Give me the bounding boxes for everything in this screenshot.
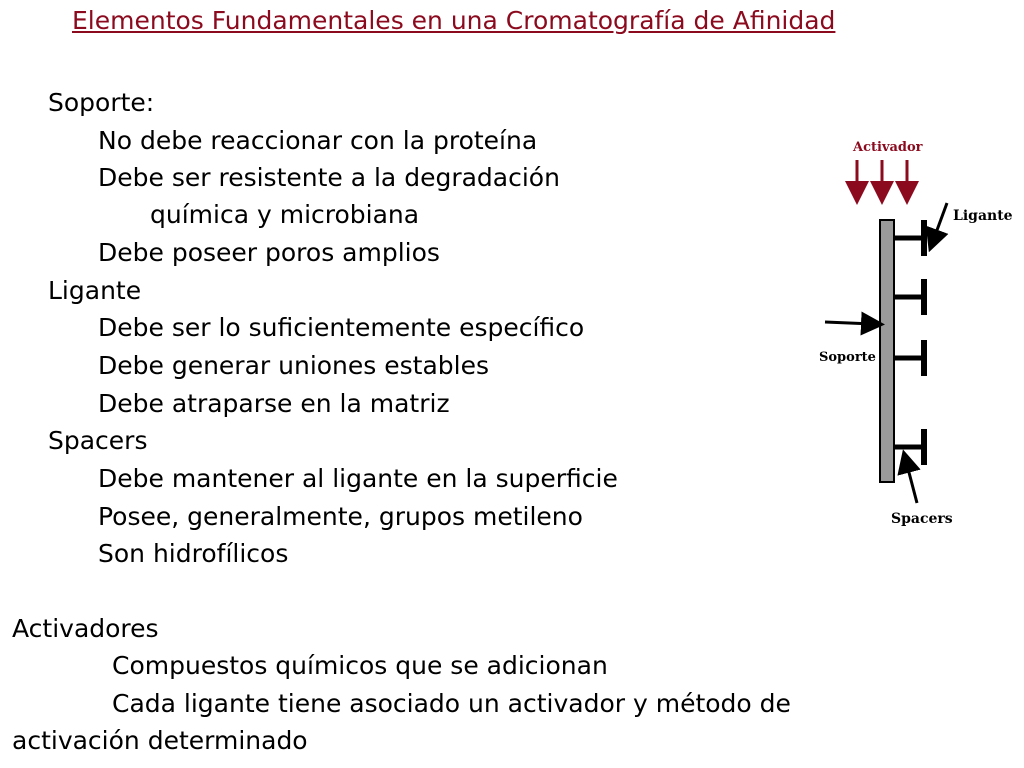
ligante-arrow [933, 203, 947, 241]
spacers-arrow [906, 461, 917, 503]
activadores-item-2: Cada ligante tiene asociado un activador y método de [112, 689, 791, 718]
spacers-item-1: Debe mantener al ligante en la superficie [98, 464, 618, 493]
ligand-group-1 [894, 220, 924, 256]
activadores-item-2-cont: activación determinado [12, 726, 308, 755]
spacers-heading: Spacers [48, 426, 148, 455]
soporte-label: Soporte [819, 350, 876, 365]
ligand-group-4 [894, 429, 924, 465]
soporte-item-2-cont: química y microbiana [150, 200, 420, 229]
activadores-heading: Activadores [12, 614, 159, 643]
spacers-label: Spacers [891, 511, 953, 527]
ligante-item-1: Debe ser lo suficientemente específico [98, 313, 585, 342]
soporte-item-3: Debe poseer poros amplios [98, 238, 440, 267]
soporte-item-1: No debe reaccionar con la proteína [98, 126, 538, 155]
spacers-item-3: Son hidrofílicos [98, 539, 289, 568]
ligand-group-2 [894, 279, 924, 315]
activador-arrows [857, 160, 907, 193]
ligante-heading: Ligante [48, 276, 142, 305]
ligante-label: Ligante [953, 208, 1013, 224]
soporte-arrow [825, 322, 873, 324]
slide-title: Elementos Fundamentales en una Cromatografía de Afinidad [72, 6, 836, 35]
affinity-diagram [795, 125, 1013, 535]
ligand-group-3 [894, 340, 924, 376]
spacers-item-2: Posee, generalmente, grupos metileno [98, 502, 583, 531]
activador-label: Activador [853, 140, 923, 155]
activadores-item-1: Compuestos químicos que se adicionan [112, 651, 608, 680]
affinity-diagram-svg [795, 125, 1013, 535]
soporte-heading: Soporte: [48, 88, 155, 117]
soporte-item-2: Debe ser resistente a la degradación [98, 163, 560, 192]
ligante-item-2: Debe generar uniones estables [98, 351, 490, 380]
ligante-item-3: Debe atraparse en la matriz [98, 389, 450, 418]
support-bar [880, 220, 894, 482]
